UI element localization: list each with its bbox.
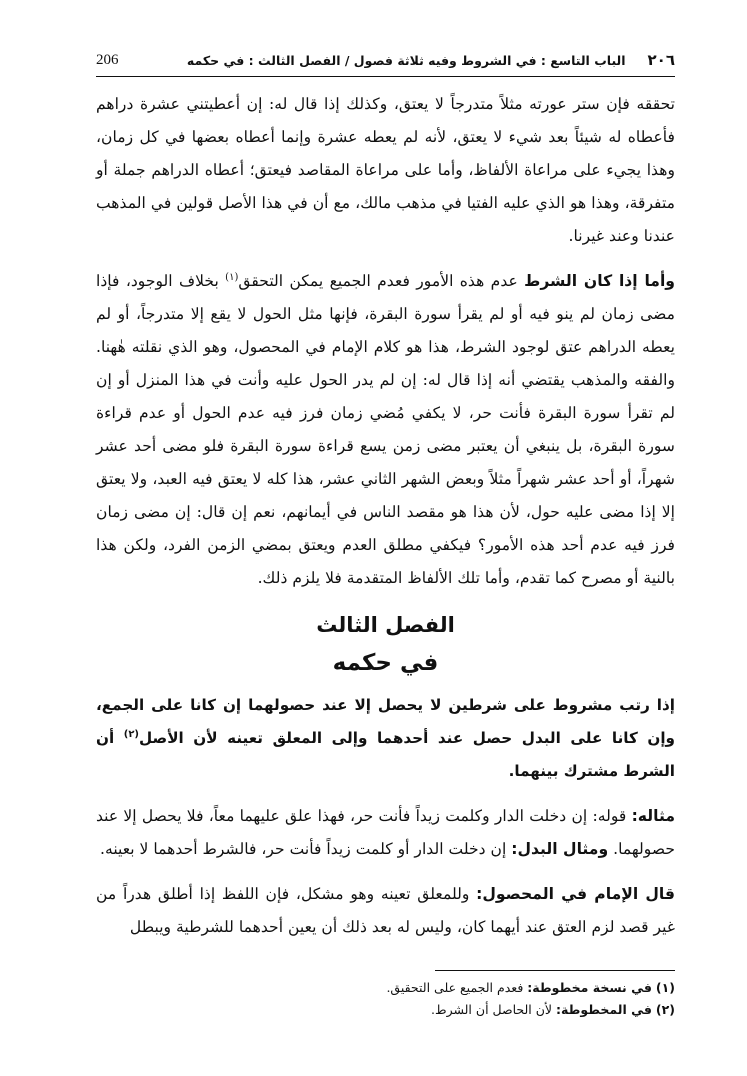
example-text-b: إن دخلت الدار أو كلمت زيداً فأنت حر، فالشرط أحدهما لا بعينه.: [100, 840, 512, 858]
footnote-1-label: في نسخة مخطوطة:: [527, 980, 652, 995]
example-text-a: قوله: إن دخلت الدار وكلمت زيداً فأنت حر، فهذا علق عليهما معاً، فلا يحصل إلا عند حصولهما.: [96, 807, 675, 858]
rule-text-a: إذا رتب مشروط على شرطين لا يحصل إلا عند حصولهما إن كانا على الجمع، وإن كانا على البدل حصل عند أحدهما وإلى المعلق تعينه لأن الأصل: [96, 696, 675, 747]
example-lead-2: ومثال البدل:: [511, 840, 609, 858]
chapter-title: الفصل الثالث: [316, 613, 455, 637]
imam-lead: قال الإمام في المحصول:: [476, 885, 675, 903]
footnote-divider: [435, 970, 675, 971]
footnote-ref-1[interactable]: (١): [225, 271, 239, 283]
header-title: الباب التاسع : في الشروط وفيه ثلاثة فصول / الفصل الثالث : في حكمه: [186, 52, 626, 68]
footnote-1-text: فعدم الجميع على التحقيق.: [386, 980, 528, 995]
imam-text: وللمعلق تعينه وهو مشكل، فإن اللفظ إذا أطلق هدراً من غير قصد لزم العتق عند أيهما كان، وليس له بعد ذلك أن يعين أحدهما للشرطية ويبطل: [96, 885, 675, 936]
footnote-2-label: في المخطوطة:: [556, 1002, 652, 1017]
main-text: [96, 88, 675, 956]
footnote-1: [96, 977, 675, 999]
imam-paragraph: [96, 878, 675, 944]
rule-statement: [96, 689, 675, 788]
page-number-latin: 206: [96, 51, 119, 68]
example-lead: مثاله:: [631, 807, 675, 825]
rule-text-b: أن الشرط مشترك بينهما.: [96, 729, 675, 780]
paragraph-2-text-a: عدم هذه الأمور فعدم الجميع يمكن التحقق: [238, 272, 525, 290]
paragraph-2-text-b: بخلاف الوجود، فإذا مضى زمان لم ينو فيه أو لم يقرأ سورة البقرة، فإنها مثل الحول لا يقع إلا متدرجاً، أو لم يعطه الدراهم عتق لوجود الشرط، هذا هو كلام الإمام في المحصول، وهو الذي نقلته هٰهنا. والفقه والمذهب يقتضي أنه إذا قال له: إن لم يدر الحول عليه وأنت في هذا المنزل أو إن لم تقرأ سورة البقرة فأنت حر، لا يكفي مُضي زمان فرز فيه عدم الحول أو عدم قراءة سورة البقرة، بل ينبغي أن يعتبر مضى زمن يسع قراءة سورة البقرة فلو مضى أحد عشر شهراً، أو أحد عشر شهراً مثلاً وبعض الشهر الثاني عشر، هذا كله لا يعتق فيه العبد، ولا يعتق إلا إذا مضى عليه حول، لأن هذا هو مقصد الناس في أيمانهم، نعم إن قال: إن مضى زمان فرز فيه عدم أحد هذه الأمور؟ فيكفي مطلق العدم ويعتق بمضي الزمن الفرد، ولكن هذا بالنية أو مصرح كما تقدم، وأما تلك الألفاظ المتقدمة فلا يلزم ذلك.: [96, 272, 675, 587]
example-paragraph: [96, 800, 675, 866]
footnote-ref-2[interactable]: (٢): [123, 728, 139, 740]
paragraph-1: تحققه فإن ستر عورته مثلاً متدرجاً لا يعتق، وكذلك إذا قال له: إن أعطيتني عشرة دراهم فأعطاه له شيئاً بعد شيء لا يعتق، لأنه لم يعطه عشرة وإنما أعطاه بعضها في كل زمان، وهذا يجيء على مراعاة الألفاظ، وأما على مراعاة المقاصد فيعتق؛ أعطاه الدراهم جملة أو متفرقة، وهذا هو الذي عليه الفتيا في مذهب مالك، مع أن في هذا الأصل قولين في المذهب عندنا وعند غيرنا.: [96, 95, 675, 245]
footnote-1-number: (١): [655, 980, 675, 995]
footnotes: [96, 970, 675, 1021]
footnote-2: [96, 999, 675, 1021]
footnote-2-number: (٢): [655, 1002, 675, 1017]
paragraph-2-lead: وأما إذا كان الشرط: [524, 272, 675, 290]
paragraph-2: [96, 265, 675, 595]
running-header: [96, 44, 675, 77]
chapter-subtitle: في حكمه: [332, 650, 439, 676]
page-number-arabic: ٢٠٦: [647, 51, 675, 69]
footnote-2-text: لأن الحاصل أن الشرط.: [431, 1002, 557, 1017]
header-right: [187, 51, 675, 69]
